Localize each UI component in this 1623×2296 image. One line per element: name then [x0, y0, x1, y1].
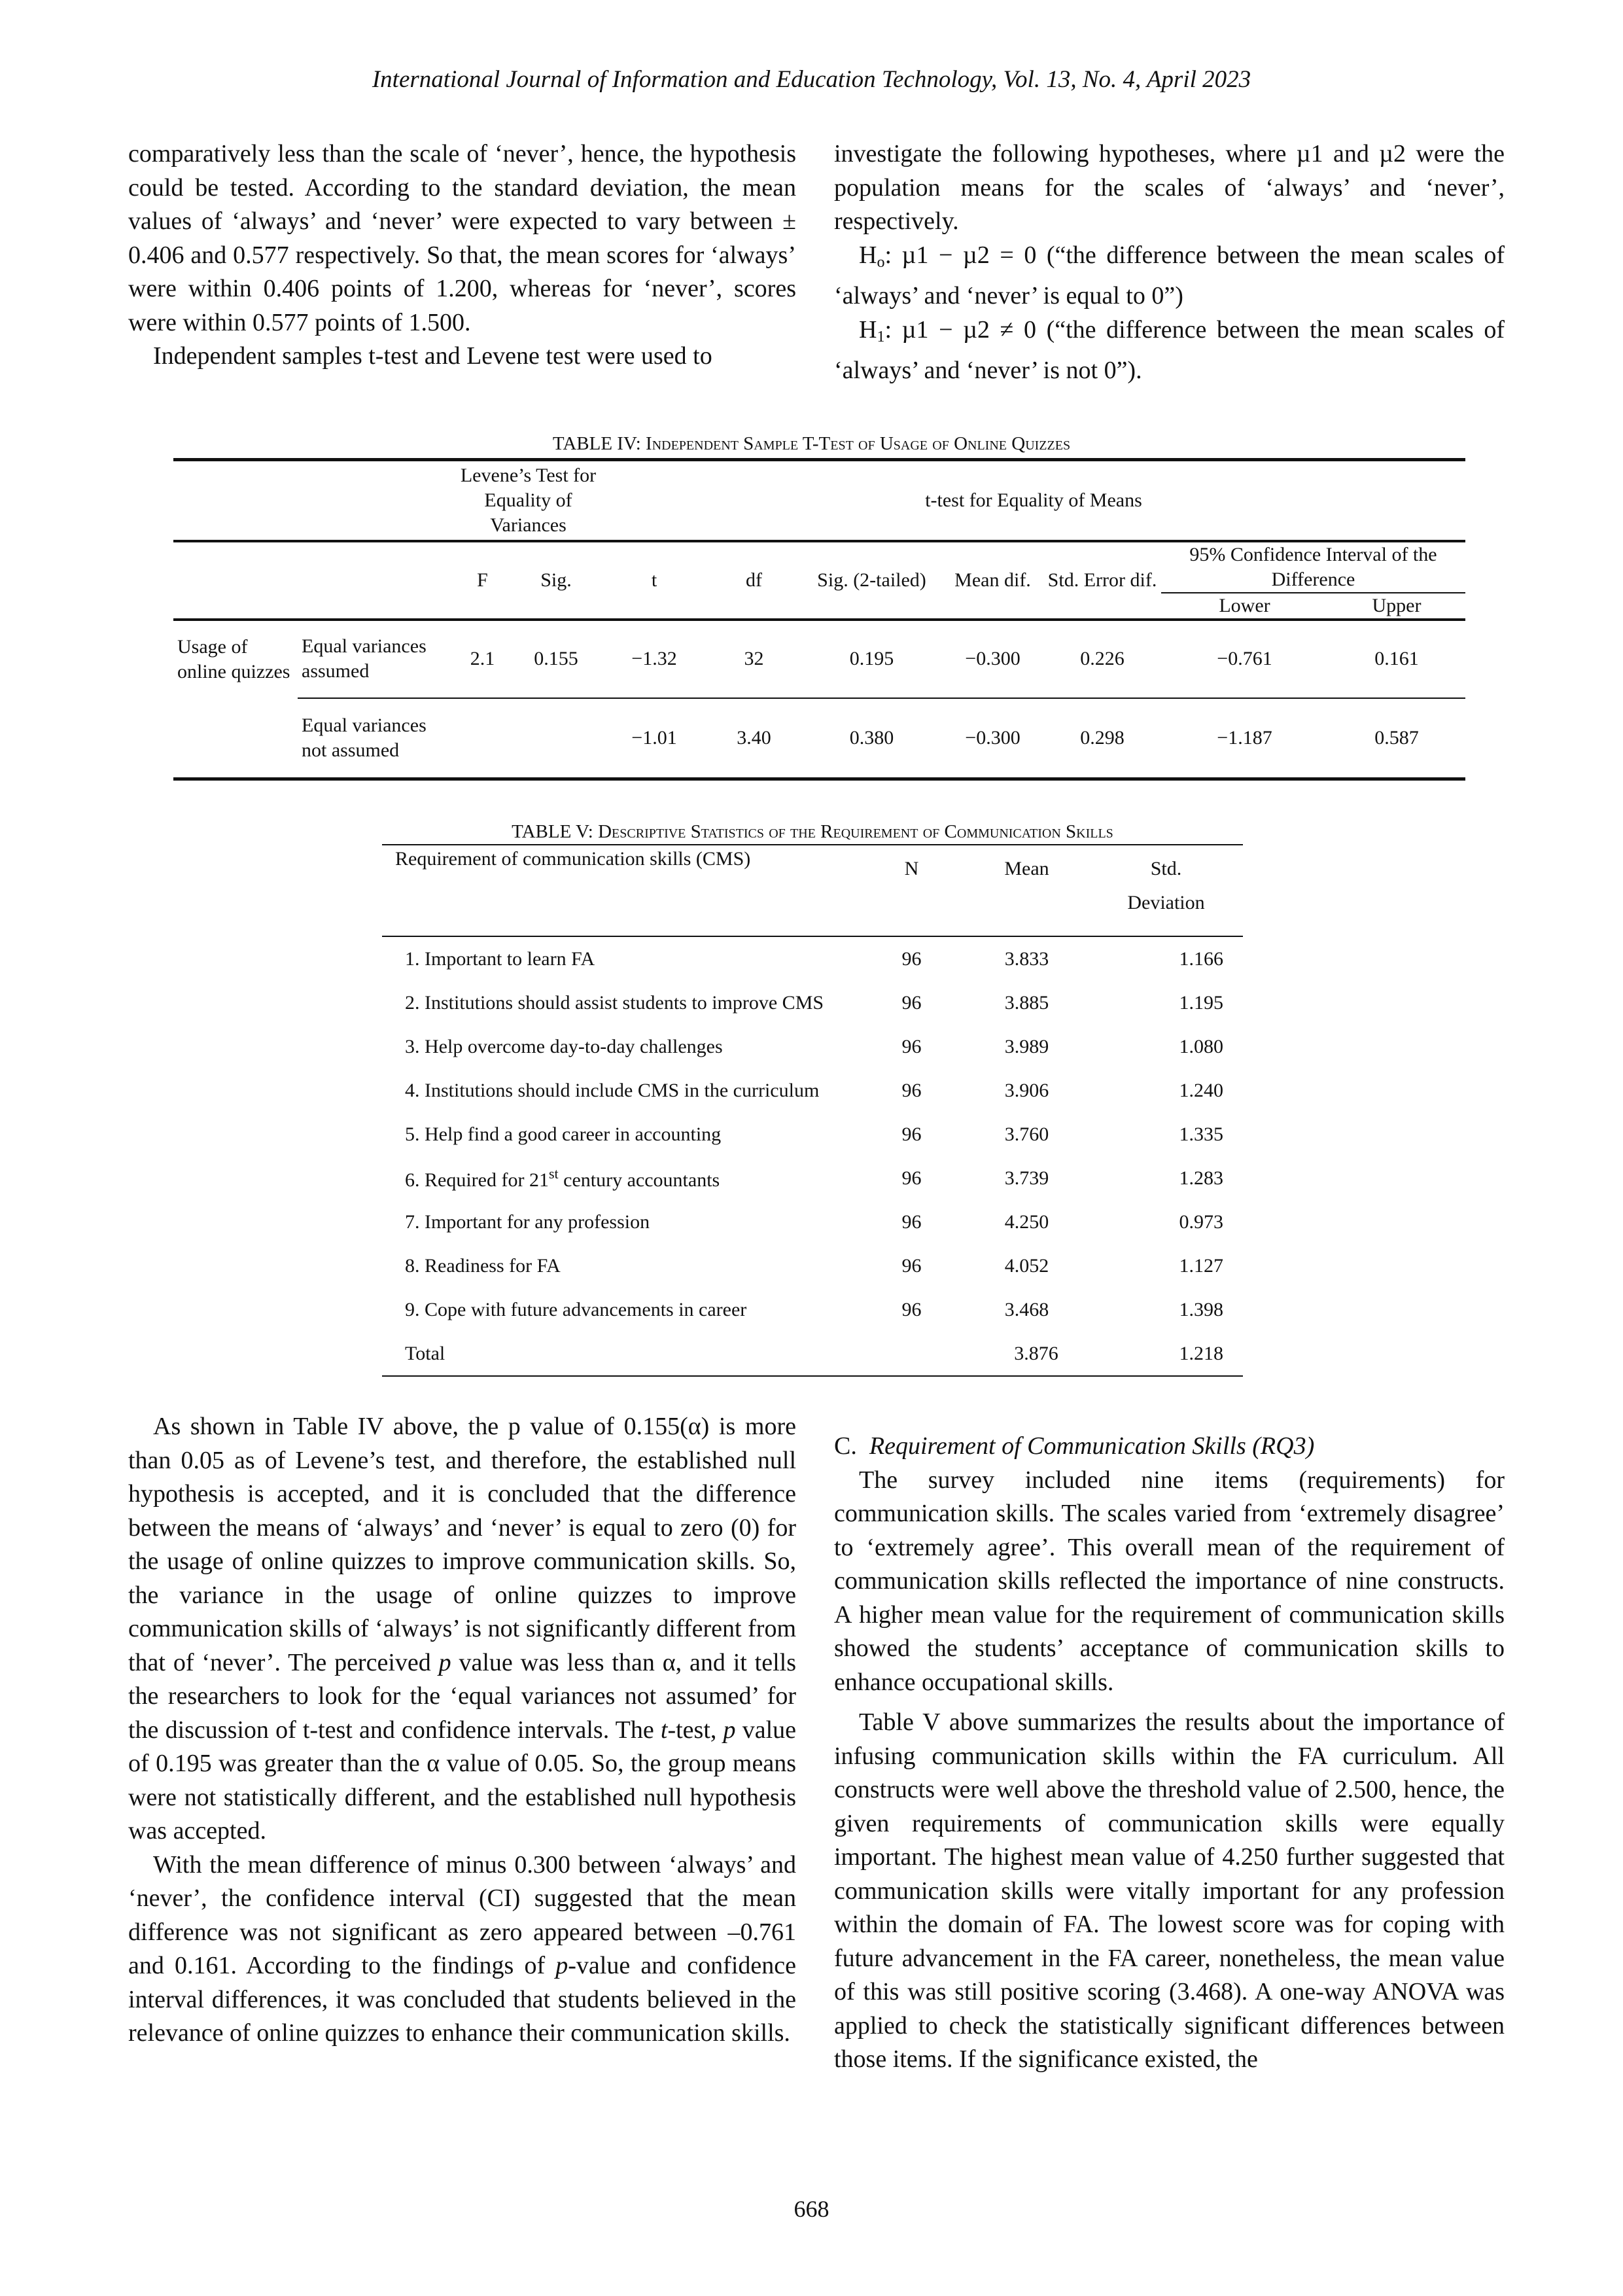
- col-f: F: [455, 541, 510, 620]
- cell: 96: [901, 1123, 922, 1145]
- alternative-hypothesis: $H_1$: µ1 − µ2 ≠ 0 (“the difference between the mean scales of ‘always’ and ‘never’ is not 0”).: [834, 315, 1505, 384]
- cell: −1.32: [602, 620, 707, 698]
- item-label: 1. Important to learn FA: [405, 947, 595, 970]
- cell: −0.761: [1161, 620, 1328, 698]
- levene-header: Levene’s Test for Equality of Variances: [455, 460, 602, 541]
- col-upper: Upper: [1328, 593, 1465, 620]
- item-label: 6. Required for 21st century accountants: [405, 1165, 720, 1191]
- cell: 0.587: [1328, 698, 1465, 779]
- paragraph: The survey included nine items (requirements) for communication skills. The scales varied from ‘extremely disagree’ to ‘extremely agree’. This overall mean of the requirement of communication skills reflected the importance of nine constructs. A higher mean value for the requirement of communication skills showed the students’ acceptance of communication skills to enhance occupational skills.: [834, 1466, 1505, 1696]
- item-label: 2. Institutions should assist students to improve CMS: [405, 991, 824, 1014]
- table-row: [382, 1069, 1243, 1112]
- col-std-error: Std. Error dif.: [1043, 541, 1161, 620]
- cell: 0.161: [1328, 620, 1465, 698]
- running-header: International Journal of Information and Education Technology, Vol. 13, No. 4, April 2023: [372, 66, 1251, 93]
- cell: 1.335: [1179, 1123, 1223, 1145]
- table-row: [173, 620, 1465, 698]
- cell: 3.906: [1004, 1079, 1049, 1101]
- item-label: 8. Readiness for FA: [405, 1254, 561, 1277]
- cell: 1.240: [1179, 1079, 1223, 1101]
- total-label: Total: [382, 1332, 859, 1376]
- col-ci: 95% Confidence Interval of the Difference: [1161, 541, 1465, 593]
- null-hypothesis: $H_o$: µ1 − µ2 = 0 (“the difference between the mean scales of ‘always’ and ‘never’ is equal to 0”): [834, 241, 1505, 309]
- row-label: Equal variances assumed: [298, 620, 455, 698]
- table-row: [382, 981, 1243, 1025]
- col-std-deviation: Deviation: [1089, 892, 1243, 936]
- table5: [382, 844, 1243, 1377]
- table4-caption: TABLE IV: Independent Sample T-Test of Usage of Online Quizzes: [552, 433, 1071, 454]
- paragraph: With the mean difference of minus 0.300 between ‘always’ and ‘never’, the confidence interval (CI) suggested that the mean difference was not significant as zero appeared between –0.761 and 0.161. According to the findings of p-value and confidence interval differences, it was concluded that students believed in the relevance of online quizzes to enhance their communication skills.: [128, 1850, 796, 2047]
- table5-caption: TABLE V: Descriptive Statistics of the Requirement of Communication Skills: [512, 821, 1113, 842]
- cell: 3.739: [1004, 1167, 1049, 1189]
- cell: 2.1: [455, 620, 510, 698]
- col-df: df: [707, 541, 801, 620]
- total-row: [382, 1332, 1243, 1376]
- cell: 4.250: [1004, 1210, 1049, 1233]
- paragraph: As shown in Table IV above, the p value of 0.155(α) is more than 0.05 as of Levene’s test, and therefore, the established null hypothesis is accepted, and it is concluded that the difference between the means of ‘always’ and ‘never’ is equal to zero (0) for the usage of online quizzes to improve communication skills. So, the variance in the usage of online quizzes to improve communication skills of ‘always’ is not significantly different from that of ‘never’. The perceived p value was less than α, and it tells the researchers to look for the ‘equal variances not assumed’ for the discussion of t-test and confidence intervals. The t-test, p value of 0.195 was greater than the α value of 0.05. So, the group means were not statistically different, and the established null hypothesis was accepted.: [128, 1413, 797, 1845]
- item-label: 3. Help overcome day-to-day challenges: [405, 1035, 723, 1057]
- col-sig: Sig.: [510, 541, 602, 620]
- col-requirement: Requirement of communication skills (CMS): [382, 845, 859, 892]
- paragraph: comparatively less than the scale of ‘never’, hence, the hypothesis could be tested. According to the standard deviation, the mean values of ‘always’ and ‘never’ were expected to vary between ± 0.406 and 0.577 respectively. So that, the mean scores for ‘always’ were within 0.406 points of 1.200, whereas for ‘never’, scores were within 0.577 points of 1.500.: [128, 140, 796, 336]
- cell: −1.187: [1161, 698, 1328, 779]
- left-column-top: [128, 137, 796, 374]
- item-label: 9. Cope with future advancements in career: [405, 1298, 747, 1320]
- left-column-bottom: [128, 1410, 796, 2051]
- cell: 3.760: [1004, 1123, 1049, 1145]
- cell: 3.468: [1004, 1298, 1049, 1320]
- table-row: [382, 936, 1243, 981]
- col-mean: Mean: [964, 845, 1089, 892]
- cell: 1.398: [1179, 1298, 1223, 1320]
- cell: 4.052: [1004, 1254, 1049, 1277]
- cell: 1.127: [1179, 1254, 1223, 1277]
- table-row: [382, 1200, 1243, 1244]
- cell: 3.885: [1004, 991, 1049, 1014]
- ttest-header: t-test for Equality of Means: [602, 460, 1465, 541]
- table-row: [382, 1112, 1243, 1156]
- cell: 1.218: [1089, 1332, 1243, 1376]
- cell: 32: [707, 620, 801, 698]
- cell: −0.300: [942, 698, 1043, 779]
- cell: 1.195: [1179, 991, 1223, 1014]
- col-sig-2tailed: Sig. (2-tailed): [801, 541, 942, 620]
- table4: [173, 458, 1465, 781]
- cell: 1.283: [1179, 1167, 1223, 1189]
- item-label: 5. Help find a good career in accounting: [405, 1123, 722, 1145]
- cell: 96: [901, 1298, 922, 1320]
- col-lower: Lower: [1161, 593, 1328, 620]
- cell: 0.973: [1179, 1210, 1223, 1233]
- col-t: t: [602, 541, 707, 620]
- page-number: 668: [794, 2196, 829, 2222]
- paragraph: investigate the following hypotheses, where µ1 and µ2 were the population means for the scales of ‘always’ and ‘never’, respectively.: [834, 140, 1505, 235]
- col-n: N: [859, 845, 964, 892]
- cell: 3.989: [1004, 1035, 1049, 1057]
- paragraph: Independent samples t-test and Levene test were used to: [153, 342, 712, 370]
- cell: 96: [901, 991, 922, 1014]
- cell: −0.300: [942, 620, 1043, 698]
- cell: [510, 698, 602, 779]
- cell: 0.298: [1043, 698, 1161, 779]
- row-label: Equal variances not assumed: [298, 698, 455, 779]
- cell: 3.40: [707, 698, 801, 779]
- cell: 96: [901, 1079, 922, 1101]
- cell: 0.226: [1043, 620, 1161, 698]
- cell: 0.380: [801, 698, 942, 779]
- table-row: [382, 1244, 1243, 1288]
- section-heading: C. Requirement of Communication Skills (RQ3): [834, 1432, 1315, 1460]
- cell: [455, 698, 510, 779]
- table-row: [382, 1288, 1243, 1332]
- right-column-bottom: [834, 1430, 1505, 2077]
- cell: 96: [901, 1035, 922, 1057]
- table-row: [382, 1156, 1243, 1200]
- cell: 3.833: [1004, 947, 1049, 970]
- cell: −1.01: [602, 698, 707, 779]
- item-label: 7. Important for any profession: [405, 1210, 650, 1233]
- item-label: 4. Institutions should include CMS in the curriculum: [405, 1079, 820, 1101]
- cell: 1.166: [1179, 947, 1223, 970]
- col-mean-dif: Mean dif.: [942, 541, 1043, 620]
- table-row: [382, 1025, 1243, 1069]
- cell: 96: [901, 947, 922, 970]
- cell: 0.155: [510, 620, 602, 698]
- right-column-top: [834, 137, 1505, 388]
- cell: 96: [901, 1254, 922, 1277]
- cell: 96: [901, 1167, 922, 1189]
- cell: 96: [901, 1210, 922, 1233]
- paragraph: Table V above summarizes the results about the importance of infusing communication skills within the FA curriculum. All constructs were well above the threshold value of 2.500, hence, the given requirements of communication skills were equally important. The highest mean value of 4.250 further suggested that communication skills were vitally important for any profession within the domain of FA. The lowest score was for coping with future advancement in the FA career, nonetheless, the mean value of this was still positive scoring (3.468). A one-way ANOVA was applied to check the statistically significant differences between those items. If the significance existed, the: [834, 1708, 1505, 2073]
- cell: 0.195: [801, 620, 942, 698]
- cell: 1.080: [1179, 1035, 1223, 1057]
- row-group-label: Usage of online quizzes: [173, 620, 298, 698]
- table-row: [173, 698, 1465, 779]
- col-std: Std.: [1089, 845, 1243, 892]
- cell: 3.876: [964, 1332, 1089, 1376]
